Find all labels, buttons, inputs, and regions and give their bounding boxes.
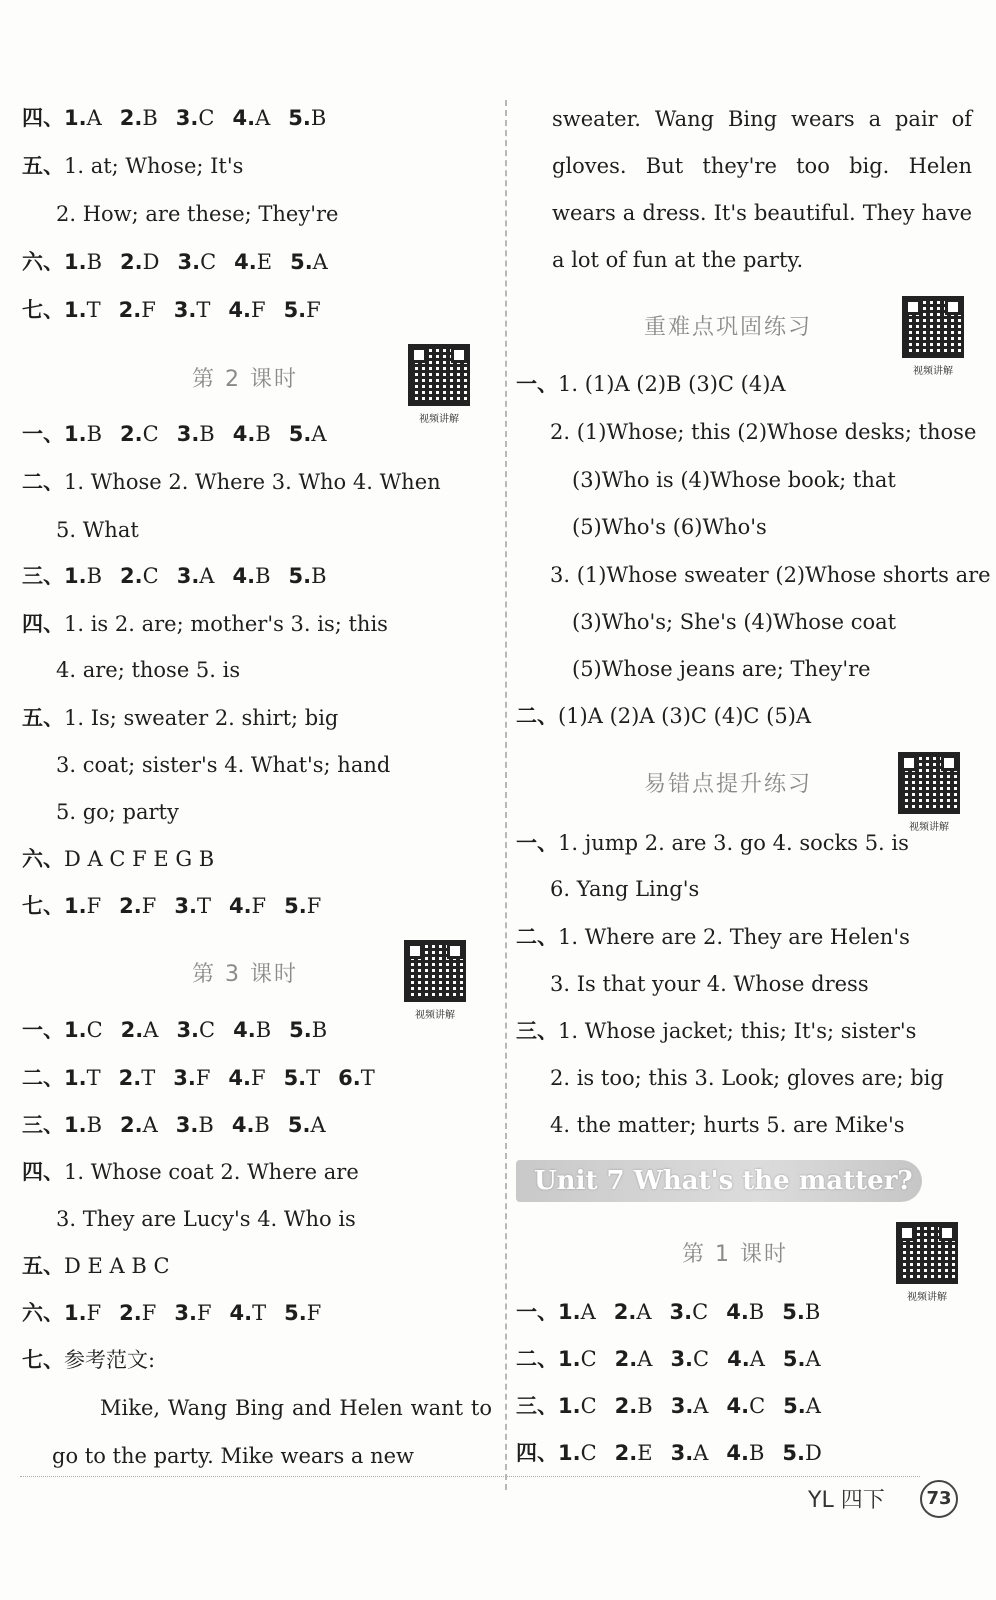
- item-number: 4.: [232, 564, 256, 588]
- item-answer: A: [805, 1394, 821, 1418]
- item-answer: B: [86, 564, 103, 588]
- answer-text: 4. are; those 5. is: [56, 658, 241, 682]
- item-number: 2.: [119, 1301, 142, 1325]
- section-title: 第 2 课时: [192, 367, 298, 392]
- item-number: 1.: [64, 564, 87, 588]
- item-number: 3.: [176, 1018, 200, 1042]
- item-number: 1.: [64, 1066, 87, 1090]
- item-answer: C: [693, 1347, 710, 1371]
- question-group-label: 一、: [516, 1300, 558, 1324]
- item-answer: B: [748, 1441, 765, 1465]
- answer-text: 3. coat; sister's 4. What's; hand: [56, 753, 391, 777]
- qr-code-icon: [898, 752, 960, 814]
- answer-line: [516, 1345, 821, 1373]
- answer-line: [22, 1111, 326, 1139]
- item-answer: C: [198, 106, 215, 130]
- answer-line: [22, 892, 321, 920]
- item-number: 3.: [670, 1441, 694, 1465]
- item-number: 4.: [228, 1066, 251, 1090]
- item-number: 1.: [64, 1018, 87, 1042]
- item-answer: T: [196, 894, 211, 918]
- item-number: 1.: [64, 422, 87, 446]
- item-number: 4.: [228, 894, 252, 918]
- answer-line: [516, 466, 896, 494]
- item-number: 5.: [283, 1066, 307, 1090]
- qr-caption: 视频讲解: [909, 822, 949, 833]
- item-answer: T: [196, 298, 211, 322]
- answer-line: [22, 420, 327, 448]
- qr-caption: 视频讲解: [907, 1292, 947, 1303]
- item-number: 2.: [119, 106, 143, 130]
- answer-text: 5. What: [56, 518, 139, 542]
- item-answer: E: [637, 1441, 653, 1465]
- item-number: 4.: [229, 1301, 253, 1325]
- item-answer: F: [250, 1066, 266, 1090]
- item-number: 5.: [289, 1018, 312, 1042]
- answer-text: 4. the matter; hurts 5. are Mike's: [550, 1113, 905, 1137]
- answer-text: 1. Whose coat 2. Where are: [64, 1160, 359, 1184]
- answer-text: (1)A (2)A (3)C (4)C (5)A: [558, 704, 812, 728]
- answer-text: 1. (1)A (2)B (3)C (4)A: [558, 372, 786, 396]
- question-group-label: 六、: [22, 847, 64, 871]
- item-answer: C: [580, 1441, 597, 1465]
- item-number: 1.: [64, 1113, 87, 1137]
- item-answer: T: [86, 1066, 101, 1090]
- answer-line: [22, 845, 214, 873]
- answer-line: [22, 704, 338, 732]
- item-number: 3.: [174, 1301, 197, 1325]
- question-group-label: 一、: [22, 1018, 64, 1042]
- item-answer: A: [693, 1394, 709, 1418]
- item-number: 3.: [670, 1394, 694, 1418]
- item-answer: B: [254, 1113, 270, 1137]
- item-number: 1.: [558, 1300, 581, 1324]
- answer-line: [516, 1392, 821, 1420]
- qr-code-icon: [404, 940, 466, 1002]
- answer-line: [516, 923, 910, 951]
- question-group-label: 一、: [516, 831, 558, 855]
- item-answer: C: [580, 1347, 597, 1371]
- qr-code-icon: [408, 344, 470, 406]
- item-number: 3.: [177, 250, 201, 274]
- item-number: 6.: [338, 1066, 361, 1090]
- item-number: 4.: [726, 1300, 749, 1324]
- item-answer: B: [255, 422, 271, 446]
- item-number: 1.: [64, 298, 87, 322]
- section-title: 第 1 课时: [682, 1242, 788, 1267]
- item-answer: F: [141, 298, 156, 322]
- item-answer: A: [143, 1018, 159, 1042]
- item-number: 2.: [613, 1300, 637, 1324]
- answer-text: D A C F E G B: [64, 847, 215, 871]
- question-group-label: 二、: [516, 1347, 558, 1371]
- section-title: 第 3 课时: [192, 962, 298, 987]
- item-answer: B: [86, 250, 103, 274]
- item-answer: T: [360, 1066, 375, 1090]
- item-number: 3.: [176, 564, 200, 588]
- answer-text: 3. (1)Whose sweater (2)Whose shorts are: [550, 563, 991, 587]
- answer-line: [22, 1205, 356, 1233]
- answer-line: [22, 296, 321, 324]
- item-number: 3.: [173, 1066, 196, 1090]
- item-answer: B: [311, 564, 327, 588]
- answer-text: 1. Is; sweater 2. shirt; big: [64, 706, 339, 730]
- item-number: 5.: [782, 1300, 805, 1324]
- item-answer: C: [200, 250, 217, 274]
- item-answer: B: [310, 106, 327, 130]
- answer-line: [22, 798, 179, 826]
- answer-text: (3)Who's; She's (4)Whose coat: [572, 610, 897, 634]
- item-number: 2.: [614, 1394, 638, 1418]
- item-number: 1.: [558, 1441, 581, 1465]
- item-number: 3.: [669, 1300, 693, 1324]
- footer-rule: [20, 1476, 920, 1477]
- answer-text: (5)Who's (6)Who's: [572, 515, 767, 539]
- answer-text: 1. is 2. are; mother's 3. is; this: [64, 612, 388, 636]
- answer-text: 1. jump 2. are 3. go 4. socks 5. is: [558, 831, 909, 855]
- item-answer: B: [199, 422, 215, 446]
- question-group-label: 六、: [22, 1301, 64, 1325]
- question-group-label: 二、: [516, 704, 558, 728]
- qr-caption: 视频讲解: [419, 414, 459, 425]
- answer-line: [516, 561, 991, 589]
- item-answer: F: [141, 894, 157, 918]
- question-group-label: 五、: [22, 1254, 64, 1278]
- question-group-label: 七、: [22, 894, 64, 918]
- answer-line: [516, 1439, 822, 1467]
- answer-text: 2. How; are these; They're: [56, 202, 339, 226]
- item-number: 2.: [120, 1113, 143, 1137]
- item-number: 2.: [120, 1018, 144, 1042]
- answer-line: [22, 1299, 321, 1327]
- answer-text: 3. They are Lucy's 4. Who is: [56, 1207, 356, 1231]
- answer-text: 2. (1)Whose; this (2)Whose desks; those: [550, 420, 977, 444]
- item-answer: A: [693, 1441, 709, 1465]
- item-number: 5.: [782, 1441, 805, 1465]
- column-divider: [505, 100, 507, 1490]
- answer-text: 1. Whose 2. Where 3. Who 4. When: [64, 470, 441, 494]
- item-number: 2.: [119, 894, 142, 918]
- item-answer: F: [195, 1066, 211, 1090]
- question-group-label: 二、: [22, 470, 64, 494]
- answer-line: [22, 468, 441, 496]
- item-answer: T: [252, 1301, 267, 1325]
- item-answer: E: [256, 250, 273, 274]
- item-number: 4.: [233, 1018, 256, 1042]
- answer-line: [516, 655, 871, 683]
- item-number: 1.: [558, 1347, 581, 1371]
- answer-text: 5. go; party: [56, 800, 179, 824]
- item-answer: F: [86, 894, 102, 918]
- unit-banner: Unit 7 What's the matter?: [516, 1160, 922, 1202]
- answer-text: D E A B C: [64, 1254, 170, 1278]
- item-number: 4.: [228, 298, 251, 322]
- answer-line: [516, 970, 869, 998]
- answer-text: 1. at; Whose; It's: [64, 154, 244, 178]
- answer-line: [516, 829, 909, 857]
- item-number: 5.: [783, 1394, 806, 1418]
- question-group-label: 五、: [22, 154, 64, 178]
- item-number: 3.: [174, 894, 197, 918]
- item-number: 4.: [232, 106, 256, 130]
- qr-caption: 视频讲解: [913, 366, 953, 377]
- answer-text: (3)Who is (4)Whose book; that: [572, 468, 896, 492]
- answer-line: [22, 200, 338, 228]
- item-answer: B: [637, 1394, 653, 1418]
- item-number: 5.: [283, 298, 307, 322]
- item-answer: C: [86, 1018, 103, 1042]
- item-number: 1.: [558, 1394, 581, 1418]
- item-number: 5.: [782, 1347, 806, 1371]
- item-answer: F: [196, 1301, 212, 1325]
- item-answer: B: [142, 106, 158, 130]
- item-answer: A: [312, 250, 328, 274]
- answer-line: [22, 751, 390, 779]
- answer-line: [22, 516, 139, 544]
- answer-line: [22, 1016, 327, 1044]
- question-group-label: 六、: [22, 250, 64, 274]
- item-number: 2.: [614, 1347, 638, 1371]
- item-answer: T: [141, 1066, 156, 1090]
- item-answer: T: [86, 298, 101, 322]
- question-group-label: 四、: [22, 612, 64, 636]
- question-group-label: 三、: [516, 1394, 558, 1418]
- answer-line: [516, 1064, 944, 1092]
- question-group-label: 三、: [22, 1113, 64, 1137]
- item-number: 3.: [176, 422, 200, 446]
- answer-line: [516, 1111, 905, 1139]
- answer-text: 2. is too; this 3. Look; gloves are; big: [550, 1066, 944, 1090]
- answer-line: [516, 875, 699, 903]
- answer-text: 参考范文:: [64, 1348, 156, 1372]
- item-number: 5.: [288, 106, 311, 130]
- item-number: 4.: [726, 1441, 749, 1465]
- question-group-label: 二、: [516, 925, 558, 949]
- item-number: 4.: [231, 1113, 255, 1137]
- item-number: 4.: [232, 422, 256, 446]
- item-number: 5.: [290, 250, 313, 274]
- item-answer: B: [311, 1018, 328, 1042]
- item-number: 2.: [120, 422, 143, 446]
- item-number: 3.: [173, 298, 197, 322]
- question-group-label: 一、: [516, 372, 558, 396]
- answer-text: 3. Is that your 4. Whose dress: [550, 972, 869, 996]
- answer-line: [22, 152, 243, 180]
- answer-line: [22, 104, 326, 132]
- item-answer: B: [255, 564, 271, 588]
- item-answer: C: [692, 1300, 709, 1324]
- item-answer: B: [255, 1018, 272, 1042]
- item-answer: C: [142, 422, 159, 446]
- item-number: 2.: [120, 564, 143, 588]
- item-answer: F: [250, 298, 266, 322]
- question-group-label: 三、: [516, 1019, 558, 1043]
- item-answer: D: [805, 1441, 822, 1465]
- item-answer: F: [306, 894, 322, 918]
- item-answer: A: [636, 1300, 652, 1324]
- answer-line: [22, 656, 240, 684]
- item-answer: F: [251, 894, 267, 918]
- item-number: 1.: [64, 1301, 87, 1325]
- section-title: 重难点巩固练习: [644, 315, 813, 340]
- item-answer: A: [637, 1347, 653, 1371]
- answer-line: [516, 1298, 820, 1326]
- answer-line: [516, 608, 896, 636]
- item-number: 4.: [234, 250, 257, 274]
- essay-text: sweater. Wang Bing wears a pair of gloves. But they're too big. Helen wears a dress. It's beautiful. They have a lot of fun at the party.: [552, 107, 972, 272]
- answer-line: [22, 1064, 375, 1092]
- answer-text: 1. Where are 2. They are Helen's: [558, 925, 910, 949]
- item-answer: A: [805, 1347, 821, 1371]
- answer-line: [516, 1017, 916, 1045]
- item-answer: C: [749, 1394, 766, 1418]
- answer-line: [516, 702, 811, 730]
- item-number: 4.: [726, 1394, 750, 1418]
- answer-line: [22, 1346, 155, 1374]
- item-number: 2.: [614, 1441, 638, 1465]
- item-number: 2.: [120, 250, 143, 274]
- item-number: 1.: [64, 250, 87, 274]
- question-group-label: 四、: [516, 1441, 558, 1465]
- item-answer: A: [310, 1113, 326, 1137]
- item-answer: A: [255, 106, 271, 130]
- answer-line: [22, 562, 327, 590]
- section-title: 易错点提升练习: [644, 772, 813, 797]
- answer-line: [516, 513, 767, 541]
- item-number: 3.: [175, 1113, 199, 1137]
- item-answer: T: [306, 1066, 321, 1090]
- item-number: 5.: [284, 894, 307, 918]
- item-answer: A: [142, 1113, 158, 1137]
- item-number: 3.: [175, 106, 199, 130]
- footer-book-tag: YL 四下: [808, 1488, 885, 1513]
- answer-line: [22, 610, 388, 638]
- item-number: 1.: [64, 894, 87, 918]
- item-number: 5.: [288, 422, 312, 446]
- item-answer: A: [199, 564, 215, 588]
- item-answer: F: [86, 1301, 102, 1325]
- question-group-label: 四、: [22, 106, 64, 130]
- answer-line: [22, 1158, 359, 1186]
- question-group-label: 七、: [22, 1348, 64, 1372]
- question-group-label: 一、: [22, 422, 64, 446]
- question-group-label: 五、: [22, 706, 64, 730]
- essay-text: Mike, Wang Bing and Helen want to go to the party. Mike wears a new: [52, 1396, 492, 1468]
- qr-caption: 视频讲解: [415, 1010, 455, 1021]
- answer-text: (5)Whose jeans are; They're: [572, 657, 871, 681]
- answer-line: [22, 1252, 170, 1280]
- question-group-label: 二、: [22, 1066, 64, 1090]
- item-number: 5.: [288, 564, 312, 588]
- item-answer: B: [86, 422, 103, 446]
- item-number: 4.: [727, 1347, 750, 1371]
- item-answer: A: [311, 422, 327, 446]
- item-answer: C: [580, 1394, 597, 1418]
- item-answer: B: [804, 1300, 821, 1324]
- qr-code-icon: [902, 296, 964, 358]
- item-answer: F: [306, 298, 321, 322]
- item-answer: B: [86, 1113, 103, 1137]
- answer-line: [22, 248, 328, 276]
- item-number: 5.: [284, 1301, 307, 1325]
- item-number: 2.: [118, 1066, 142, 1090]
- item-answer: B: [748, 1300, 765, 1324]
- question-group-label: 三、: [22, 564, 64, 588]
- item-answer: A: [86, 106, 102, 130]
- item-answer: A: [749, 1347, 765, 1371]
- answer-line: [516, 370, 786, 398]
- answer-line: [516, 418, 976, 446]
- item-answer: C: [142, 564, 159, 588]
- question-group-label: 七、: [22, 298, 64, 322]
- question-group-label: 四、: [22, 1160, 64, 1184]
- item-answer: F: [141, 1301, 157, 1325]
- item-answer: F: [306, 1301, 322, 1325]
- item-answer: C: [199, 1018, 216, 1042]
- answer-text: 6. Yang Ling's: [550, 877, 700, 901]
- item-answer: D: [142, 250, 160, 274]
- item-number: 5.: [287, 1113, 311, 1137]
- item-number: 2.: [118, 298, 142, 322]
- qr-code-icon: [896, 1222, 958, 1284]
- page-number: 73: [920, 1480, 958, 1518]
- item-number: 1.: [64, 106, 87, 130]
- item-number: 3.: [670, 1347, 694, 1371]
- item-answer: B: [198, 1113, 214, 1137]
- item-answer: A: [580, 1300, 596, 1324]
- answer-text: 1. Whose jacket; this; It's; sister's: [558, 1019, 917, 1043]
